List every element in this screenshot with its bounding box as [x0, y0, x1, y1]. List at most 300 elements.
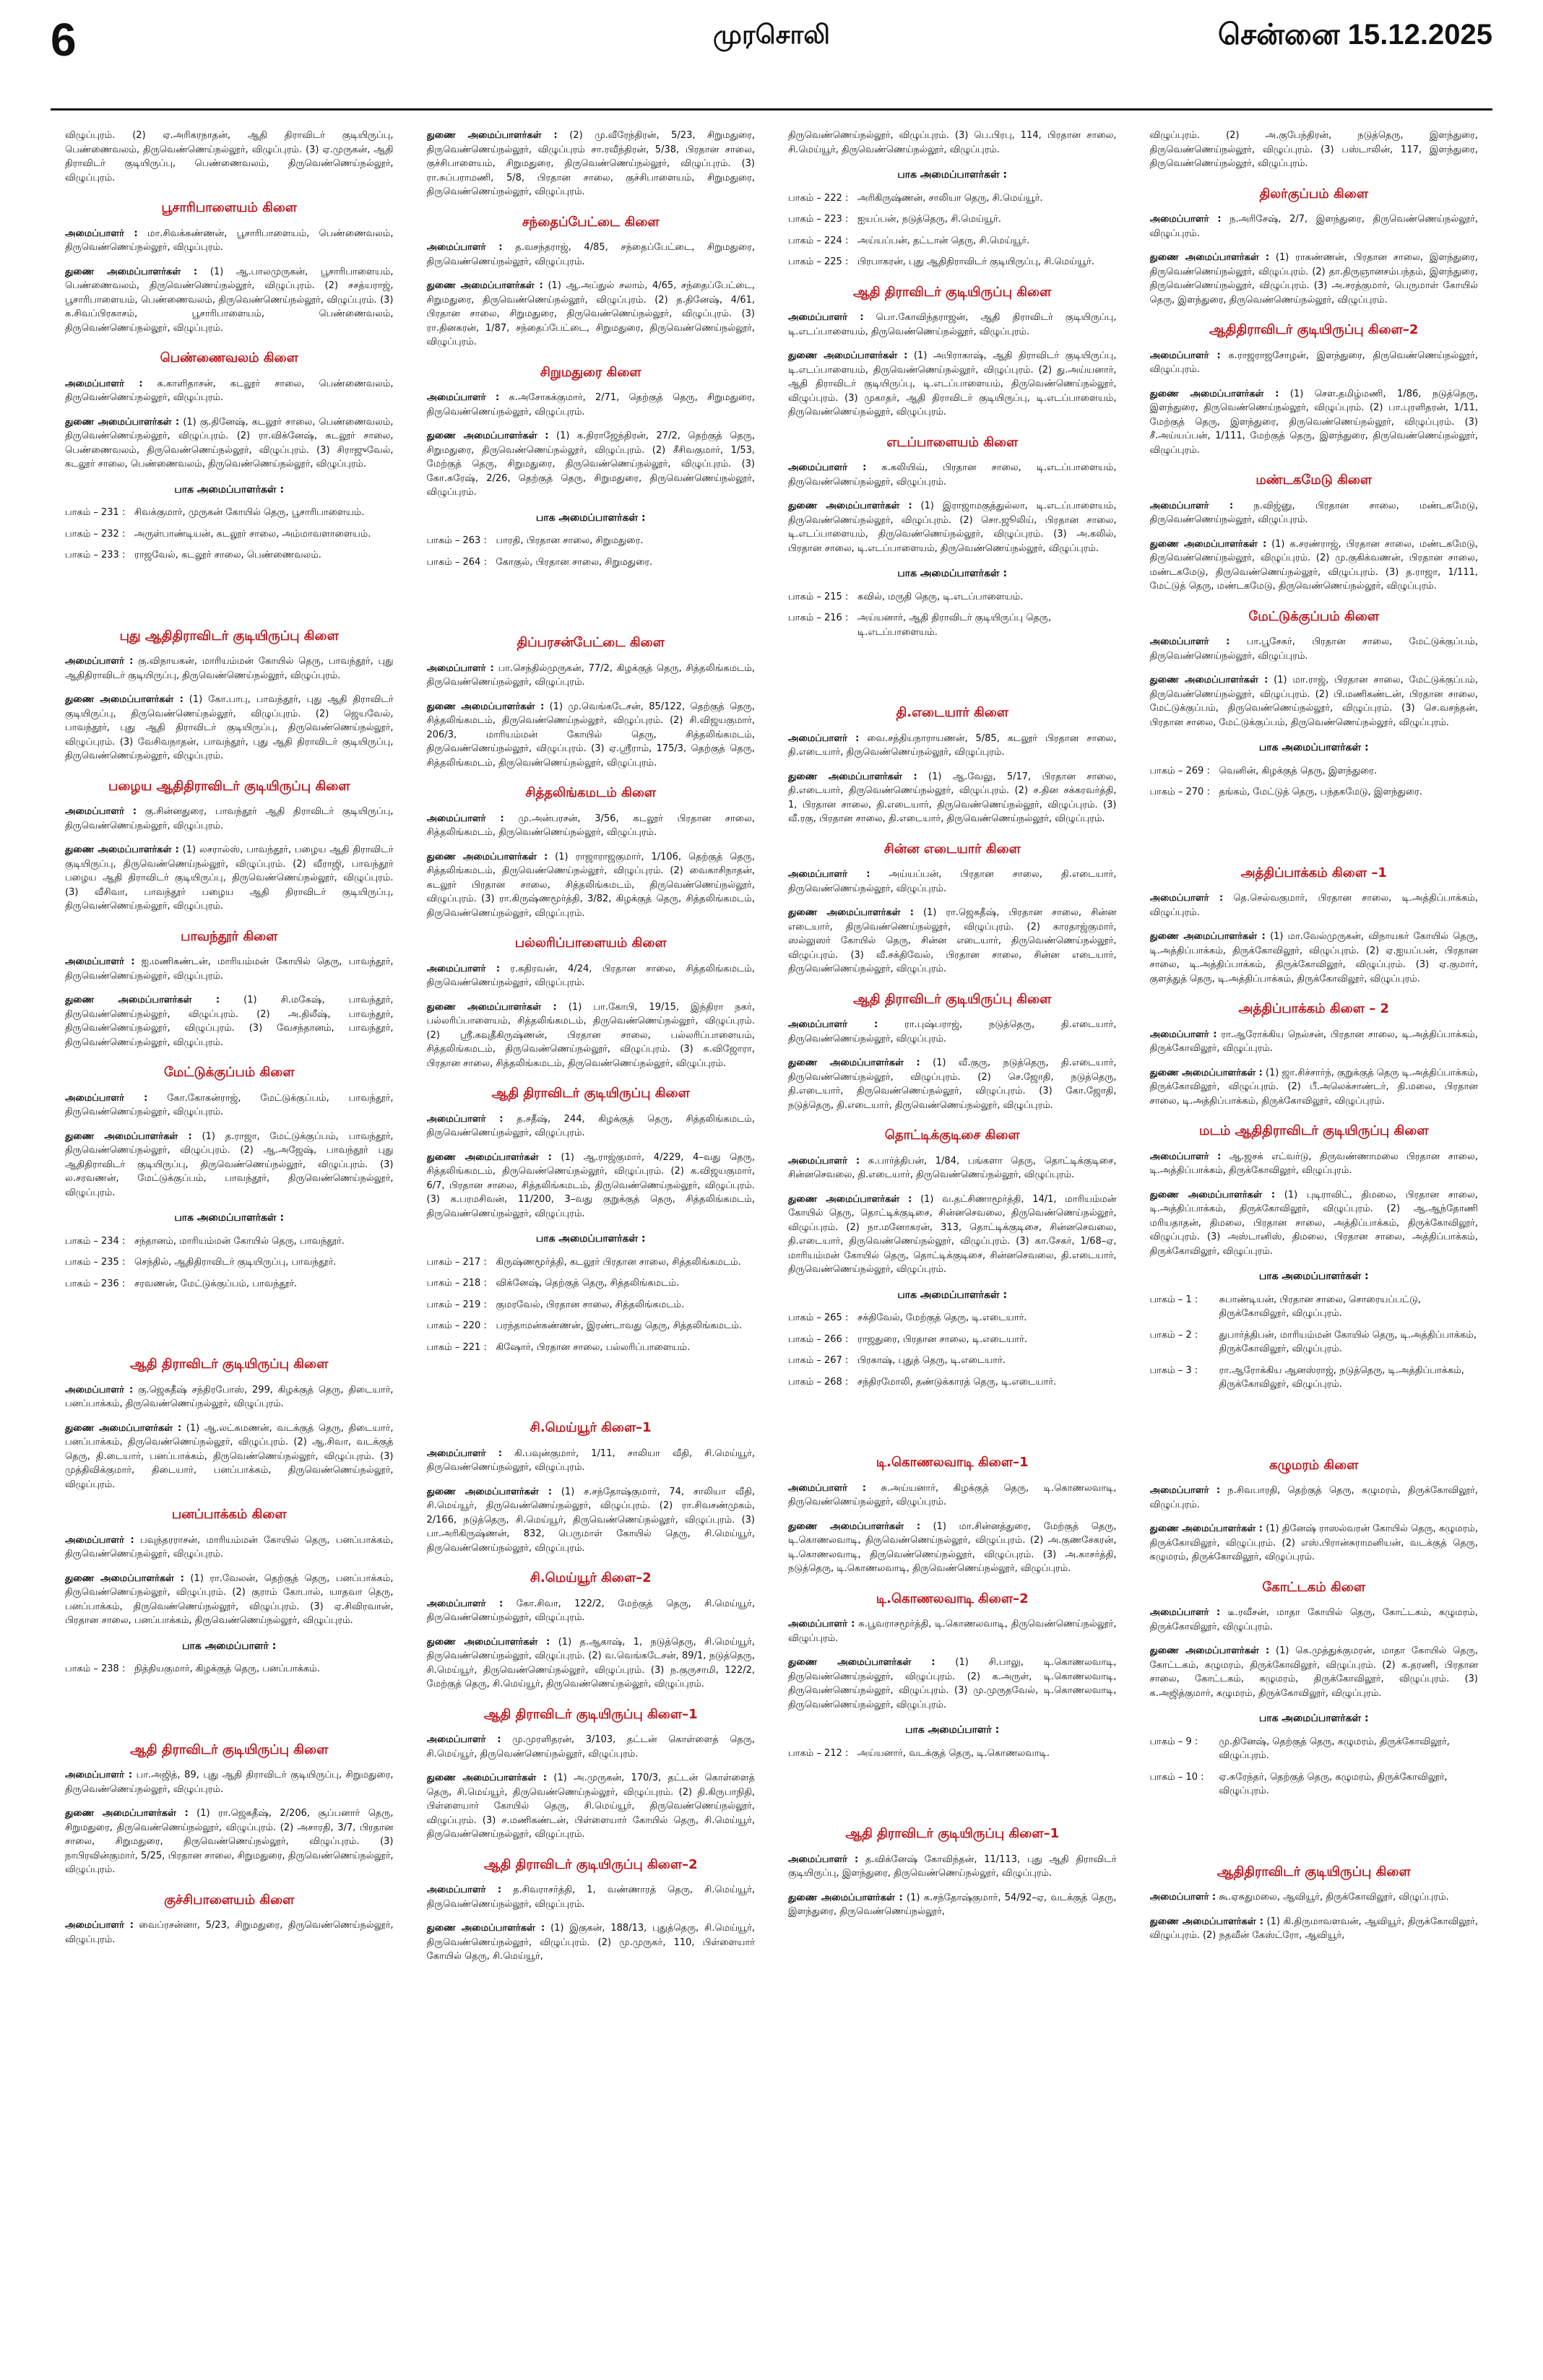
booth-person: கவில், மருதி தெரு, டி.எடப்பாளையம்.	[857, 591, 1024, 602]
booth-person: விக்னேஷ், தெற்குத் தெரு, சித்தலிங்கமடம்.	[496, 1278, 680, 1289]
member-details: (1) ஆ.லட்சுமணன், வடக்குத் தெரு, திடையார், பனப்பாக்கம், திருவெண்ணெய்நல்லூர், விழுப்புரம். (2) ஆ.சிவா, வடக்குத் தெரு, தி.டையார், பனப்பாக்கம், திருவெண்ணெய்நல்லூர், விழுப்புரம். (3) முத்திவிக்குமார், திடையார், பனப்பாக்கம், திருவெண்ணெய்நல்லூர், விழுப்புரம்.	[65, 1422, 394, 1490]
booth-number: பாகம் – 268 :	[788, 1376, 849, 1388]
member-details: (1) ரா.ஜெகதீஷ், பிரதான சாலை, சின்ன எடையார், திருவெண்ணெய்நல்லூர், விழுப்புரம். (2) காரதாஜ்குமார், ஸல்லுஸர் கோயில் தெரு, சின்ன எடையார், திருவெண்ணெய்நல்லூர், விழுப்புரம். (3) வீ.சக்திவேல், பிரதான சாலை, சின்ன எடையார், திருவெண்ணெய்நல்லூர், விழுப்புரம்.	[788, 907, 1117, 974]
booth-number: பாகம் – 266 :	[788, 1333, 849, 1345]
booth-subheading: பாக அமைப்பாளர்கள் :	[1258, 1713, 1369, 1724]
branch-heading: குச்சிபாளையம் கிளை	[164, 1892, 295, 1908]
member-listing	[65, 654, 394, 683]
member-details: (1) ரா.ஜெகதீஷ், 2/206, சூப்பனார் தெரு, சிறுமதுரை, திருவெண்ணெய்நல்லூர், விழுப்புரம். (2) அசாரதி, 3/7, பிரதான சாலை, சிறுமதுரை, திருவெண்ணெய்நல்லூர், விழுப்புரம். (3) நாபிரவின்குமார், 5/25, பிரதான சாலை, சிறுமதுரை, திருவெண்ணெய்நல்லூர், விழுப்புரம்.	[65, 1808, 394, 1875]
member-listing	[788, 129, 1117, 157]
branch-heading: ஆதி திராவிடர் குடியிருப்பு கிளை	[130, 1741, 329, 1757]
booth-entry	[427, 1276, 756, 1291]
role-label: துணை அமைப்பாளர்கள் :	[1149, 1523, 1263, 1534]
member-listing	[65, 1806, 394, 1877]
member-details: ரா.ஆரோக்கிய நெல்சன், பிரதான சாலை, டி.அத்திப்பாக்கம், திருக்கோவிலூர், விழுப்புரம்.	[1149, 1029, 1478, 1054]
member-details: பவுந்தரராசன், மாரியம்மன் கோயில் தெரு, பனப்பாக்கம், திருவெண்ணெய்நல்லூர், விழுப்புரம்.	[65, 1534, 394, 1559]
role-label: அமைப்பாளர் :	[788, 1853, 859, 1865]
booth-entry	[1150, 1735, 1479, 1763]
branch-heading: ஆதிதிராவிடர் குடியிருப்பு கிளை–2	[1209, 322, 1419, 337]
member-details: சு.பார்த்திபன், 1/84, பங்களா தெரு, தொட்டிக்குடிசை, சின்னசெவலை, தி.எடையார், திருவெண்ணெய்நல்லூர், விழுப்புரம்.	[788, 1155, 1117, 1180]
booth-person: கோகுல், பிரதான சாலை, சிறுமதுரை.	[496, 556, 653, 568]
branch-heading: பாவந்தூர் கிளை	[181, 928, 278, 944]
booth-entry	[65, 527, 394, 542]
branch-heading: மடம் ஆதிதிராவிடர் குடியிருப்பு கிளை	[1199, 1123, 1429, 1138]
booth-entry	[1150, 1293, 1479, 1321]
role-label: அமைப்பாளர் :	[65, 1384, 134, 1395]
role-label: துணை அமைப்பாளர்கள் :	[65, 694, 183, 705]
member-details: பா.அஜித், 89, புது ஆதி திராவிடர் குடியிருப்பு, சிறுமதுரை, திருவெண்ணெய்நல்லூர், விழுப்புரம்.	[65, 1770, 394, 1795]
booth-number: பாகம் – 3 :	[1149, 1364, 1198, 1376]
role-label: துணை அமைப்பாளர்கள் :	[788, 1057, 920, 1068]
member-details: (1) ஆ.ராஜ்குமார், 4/229, 4–வது தெரு, சித்தலிங்கமடம், திருவெண்ணெய்நல்லூர், விழுப்புரம். (2) க.விஜயகுமார், 6/7, பிரதான சாலை, சித்தலிங்கமடம், திருவெண்ணெய்நல்லூர், விழுப்புரம். (3) க.பரமசிவன், 11/200, 3–வது குறுக்குத் தெரு, சித்தலிங்கமடம், திருவெண்ணெய்நல்லூர், விழுப்புரம்.	[426, 1151, 755, 1219]
branch-heading: டி.கொணலவாடி கிளை–1	[876, 1455, 1029, 1470]
role-label: துணை அமைப்பாளர்கள் :	[1149, 388, 1279, 399]
branch-heading: ஆதிதிராவிடர் குடியிருப்பு கிளை	[1216, 1864, 1411, 1879]
booth-subheading: பாக அமைப்பாளர்கள் :	[535, 1233, 646, 1245]
member-listing	[427, 1883, 756, 1911]
booth-entry	[65, 1662, 394, 1676]
booth-number: பாகம் – 218 :	[426, 1278, 487, 1289]
branch-heading: பெண்ணைவலம் கிளை	[160, 350, 298, 365]
booth-number: பாகம் – 219 :	[426, 1299, 487, 1310]
role-label: அமைப்பாளர் :	[1149, 1151, 1222, 1162]
booth-person: ரா.ஆரோக்கிய ஆனஸ்ராஜ், நடுத்தெரு, டி.அத்திப்பாக்கம், திருக்கோவிலூர், விழுப்புரம்.	[1219, 1364, 1464, 1390]
member-listing	[427, 1000, 756, 1071]
member-details: (1) வ.தட்சிணாமூர்த்தி, 14/1, மாரியம்மன் கோயில் தெரு, தொட்டிக்குடிசை, சின்னசெவலை, திருவெண்ணெய்நல்லூர், விழுப்புரம். (2) நா.மனோகரன், 313, தொட்டிக்குடிசை, சின்னசெவலை, தி.எடையார், திருவெண்ணெய்நல்லூர், விழுப்புரம். (3) கா.சேகர், 1/68–ஏ, மாரியம்மன் கோயில் தெரு, தொட்டிக்குடிசை, சின்னசெவலை, தி.எடையார், திருவெண்ணெய்நல்லூர், விழுப்புரம்.	[788, 1193, 1117, 1275]
booth-number: பாகம் – 267 :	[788, 1355, 849, 1366]
member-listing	[1150, 1484, 1479, 1512]
branch-heading: சி.மெய்யூர் கிளை–1	[530, 1420, 652, 1435]
newspaper-name: முரசொலி	[713, 20, 830, 50]
member-listing	[1150, 635, 1479, 663]
booth-subheading: பாக அமைப்பாளர்கள் :	[1258, 742, 1369, 753]
member-listing	[1150, 251, 1479, 307]
member-listing	[65, 265, 394, 336]
role-label: துணை அமைப்பாளர்கள் :	[65, 1130, 192, 1142]
booth-person: பிரகாஷ், புதுத் தெரு, டி.எடையார்.	[857, 1355, 1006, 1366]
branch-heading: தி.எடையார் கிளை	[896, 705, 1009, 720]
article-columns	[65, 129, 1478, 2360]
role-label: துணை அமைப்பாளர்கள் :	[426, 1923, 545, 1934]
member-details: (1) இராஜாமகுத்துல்லா, டி.எடப்பாளையம், திருவெண்ணெய்நல்லூர், விழுப்புரம். (2) சொ.ஜூலிய், பிரதான சாலை, டி.எடப்பாளையம், திருவெண்ணெய்நல்லூர், விழுப்புரம். (3) அ.கலில், பிரதான சாலை, டி.எடப்பாளையம், திருவெண்ணெய்நல்லூர், விழுப்புரம்.	[788, 501, 1117, 554]
role-label: அமைப்பாளர் :	[788, 1019, 878, 1030]
booth-number: பாகம் – 10 :	[1149, 1771, 1204, 1783]
member-details: (1) அ.முருகன், 170/3, தட்டன் கொள்ளைத் தெரு, சி.மெய்யூர், திருவெண்ணெய்நல்லூர், விழுப்புரம். (2) தி.கிருபாநிதி, பிள்ளையார் கோயில் தெரு, சி.மெய்யூர், திருவெண்ணெய்நல்லூர், விழுப்புரம். (3) ச.மணிகண்டன், பிள்ளையார் கோயில் தெரு, சி.மெய்யூர், திருவெண்ணெய்நல்லூர், விழுப்புரம்.	[426, 1773, 755, 1840]
branch-heading: எடப்பாளையம் கிளை	[886, 434, 1019, 450]
member-details: கு.ஜெகதீஷ் சந்திரபோஸ், 299, கிழக்குத் தெரு, திடையார், பனப்பாக்கம், திருவெண்ணெய்நல்லூர், விழுப்புரம்.	[65, 1384, 394, 1409]
member-listing	[1150, 1915, 1479, 1943]
member-details: க.கலியிவ், பிரதான சாலை, டி.எடப்பாளையம், திருவெண்ணெய்நல்லூர், விழுப்புரம்.	[788, 462, 1117, 488]
member-listing	[427, 429, 756, 500]
role-label: துணை அமைப்பாளர்கள் :	[426, 1001, 557, 1013]
page-number: 6	[51, 14, 77, 66]
member-listing	[65, 1572, 394, 1628]
member-listing	[1150, 1522, 1479, 1565]
member-listing	[427, 962, 756, 990]
member-listing	[1150, 930, 1479, 986]
member-details: சு.பூவராசமூர்த்தி, டி.கொணலவாடி, திருவெண்ணெய்நல்லூர், விழுப்புரம்.	[788, 1619, 1117, 1644]
booth-number: பாகம் – 223 :	[788, 214, 849, 225]
role-label: அமைப்பாளர் :	[426, 1734, 501, 1745]
member-details: (1) க.சரண்ராஜ், பிரதான சாலை, மண்டகமேடு, திருவெண்ணெய்நல்லூர், விழுப்புரம். (2) மு.குகிக்வணன், பிரதான சாலை, மண்டகமேடு, திருவெண்ணெய்நல்லூர், விழுப்புரம். (3) த.ராஜா, 1/111, மேட்டுத் தெரு, மண்டகமேடு, திருவெண்ணெய்நல்லூர், விழுப்புரம்.	[1149, 538, 1478, 592]
spacer	[65, 570, 394, 613]
booth-entry	[65, 1277, 394, 1291]
booth-number: பாகம் – 215 :	[788, 591, 849, 602]
member-listing	[1150, 212, 1479, 241]
member-details: (1) ச.சந்தோஷ்குமார், 74, சாலியா வீதி, சி.மெய்யூர், திருவெண்ணெய்நல்லூர், விழுப்புரம். (2) ரா.சிவசண்முகம், 2/166, நடுத்தெரு, சி.மெய்யூர், திருவெண்ணெய்நல்லூர், விழுப்புரம். (3) பா.அரிகிருஷ்ணன், 832, பெருமாள் கோயில் தெரு, சி.மெய்யூர், திருவெண்ணெய்நல்லூர், விழுப்புரம்.	[426, 1486, 755, 1554]
branch-heading: பனப்பாக்கம் கிளை	[171, 1507, 287, 1522]
role-label: துணை அமைப்பாளர்கள் :	[1149, 931, 1266, 942]
role-label: அமைப்பாளர் :	[788, 1619, 855, 1630]
column-3	[788, 129, 1117, 2360]
member-listing	[427, 391, 756, 419]
booth-entry	[788, 191, 1117, 206]
role-label: துணை அமைப்பாளர்கள் :	[65, 1808, 189, 1819]
booth-entry	[788, 212, 1117, 227]
member-listing	[65, 1421, 394, 1492]
booth-person: சந்தானம், மாரியம்மன் கோயில் தெரு, பாவந்தூர்.	[134, 1235, 345, 1247]
booth-entry	[788, 1311, 1117, 1325]
member-listing	[65, 377, 394, 405]
booth-number: பாகம் – 2 :	[1149, 1329, 1198, 1341]
member-listing	[65, 1918, 394, 1947]
branch-heading: அத்திப்பாக்கம் கிளை –1	[1240, 865, 1387, 880]
spacer	[788, 1396, 1117, 1440]
role-label: அமைப்பாளர் :	[65, 1770, 133, 1780]
booth-person: சந்திரமோலி, தண்டுக்காரத் தெரு, டி.எடையார்.	[857, 1376, 1057, 1388]
member-listing	[427, 1151, 756, 1221]
member-listing	[65, 693, 394, 763]
branch-heading: பல்லரிப்பாளையம் கிளை	[514, 935, 667, 951]
branch-heading: ஆதி திராவிடர் குடியிருப்பு கிளை–1	[845, 1826, 1060, 1841]
role-label: அமைப்பாளர் :	[426, 963, 501, 974]
booth-number: பாகம் – 263 :	[426, 535, 487, 546]
booth-person: அய்யப்பன், தட்டான் தெரு, சி.மெய்யூர்.	[857, 235, 1030, 246]
booth-person: அருள்பாண்டியன், கடலூர் சாலை, அம்மாவளாளையம்.	[134, 528, 371, 540]
member-details: க.காளிதாசன், கடலூர் சாலை, பெண்ணைவலம், திருவெண்ணெய்நல்லூர், விழுப்புரம்.	[65, 378, 394, 403]
booth-number: பாகம் – 231 :	[65, 507, 126, 518]
spacer	[65, 1684, 394, 1727]
member-listing	[1150, 537, 1479, 594]
member-details: (1) லசரால்ஸ், பாவந்தூர், பழைய ஆதி திராவிடர் குடியிருப்பு, திருவெண்ணெய்நல்லூர், விழுப்புரம். (2) வீராஜி, பாவந்தூர் பழைய ஆதி திராவிடர் குடியிருப்பு, திருவெண்ணெய்நல்லூர், விழுப்புரம். (3) வீசிவா, பாவந்தூர் பழைய ஆதி திராவிடர் குடியிருப்பு, திருவெண்ணெய்நல்லூர், விழுப்புரம்.	[65, 844, 394, 912]
branch-heading: மண்டகமேடு கிளை	[1255, 472, 1373, 488]
branch-heading: புது ஆதிதிராவிடர் குடியிருப்பு கிளை	[119, 628, 339, 644]
branch-heading: சிறுமதுரை கிளை	[540, 364, 641, 380]
member-listing	[65, 843, 394, 914]
member-details: க.அசோகக்குமார், 2/71, தெற்குத் தெரு, சிறுமதுரை, திருவெண்ணெய்நல்லூர், விழுப்புரம்.	[426, 392, 755, 417]
role-label: அமைப்பாளர் :	[65, 956, 135, 967]
spacer	[427, 1362, 756, 1405]
member-details: ரா.புஷ்பராஜ், நடுத்தெரு, தி.எடையார், திருவெண்ணெய்நல்லூர், விழுப்புரம்.	[788, 1019, 1117, 1044]
member-details: டீ.ரவீசன், மாதா கோயில் தெரு, கோட்டகம், கழுமரம், திருக்கோவிலூர், விழுப்புரம்.	[1149, 1607, 1478, 1632]
member-details: (1) ஜா.சிச்சார்ந், குறுக்குத் தெரு டி.அத்திப்பாக்கம், திருக்கோவிலூர், விழுப்புரம். (2) பீ.அலெக்சாண்டர், தி.மலை, பிரதான சாலை, டி.அத்திப்பாக்கம், திருக்கோவிலூர், விழுப்புரம்.	[1149, 1067, 1478, 1107]
member-details: கோ.சிவா, 122/2, மேற்குத் தெரு, சி.மெய்யூர், திருவெண்ணெய்நல்லூர், விழுப்புரம்.	[426, 1598, 755, 1623]
role-label: துணை அமைப்பாளர்கள் :	[65, 995, 220, 1005]
booth-entry	[427, 1319, 756, 1333]
member-details: (1) தினேஷ் ராஸல்வரன் கோயில் தெரு, கழுமரம், திருக்கோவிலூர், விழுப்புரம். (2) எஸ்.பிரான்சுராமனியன், வடக்குத் தெரு, கழுமரம், திருக்கோவிலூர், விழுப்புரம்.	[1149, 1523, 1478, 1562]
role-label: அமைப்பாளர் :	[788, 869, 870, 880]
member-details: (1) இகுகன், 188/13, புதுத்தெரு, சி.மெய்யூர், திருவெண்ணெய்நல்லூர், விழுப்புரம். (2) மு.முருகர், 110, பிள்ளையார் கோயில் தெரு, சி.மெய்யூர்,	[426, 1923, 755, 1962]
role-label: துணை அமைப்பாளர்கள் :	[65, 1572, 184, 1584]
booth-entry	[788, 1375, 1117, 1390]
member-listing	[427, 279, 756, 350]
member-listing	[65, 955, 394, 983]
member-listing	[65, 805, 394, 833]
member-listing	[1150, 499, 1479, 527]
member-listing	[788, 461, 1117, 489]
branch-heading: சந்தைப்பேட்டை கிளை	[522, 214, 660, 230]
booth-entry	[1150, 1770, 1479, 1799]
member-details: (1) கோ.பாபு, பாவந்தூர், புது ஆதி திராவிடர் குடியிருப்பு, திருவெண்ணெய்நல்லூர், விழுப்புரம். (2) ஜெயவேல், பாவந்தூர், புது ஆதி திராவிடர் குடியிருப்பு, திருவெண்ணெய்நல்லூர், விழுப்புரம். (3) வேசிவநாதன், பாவந்தூர், புது ஆதி திராவிடர் குடியிருப்பு, திருவெண்ணெய்நல்லூர், விழுப்புரம்.	[65, 694, 394, 761]
role-label: அமைப்பாளர் :	[1149, 214, 1222, 225]
booth-number: பாகம் – 269 :	[1149, 765, 1210, 776]
role-label: துணை அமைப்பாளர்கள் :	[65, 266, 198, 277]
member-listing	[65, 129, 394, 185]
booth-person: கிருஷ்ணமூர்த்தி, கடலூர் பிரதான சாலை, சித்தலிங்கமடம்.	[496, 1256, 741, 1268]
member-listing	[788, 1891, 1117, 1919]
member-details: (1) த.ஆகாஷ், 1, நடுத்தெரு, சி.மெய்யூர், திருவெண்ணெய்நல்லூர், விழுப்புரம். (2) வ.வெங்கடேசன், 89/1, நடுத்தெரு, சி.மெய்யூர், திருவெண்ணெய்நல்லூர், விழுப்புரம். (3) ந.குருசாமி, 122/2, மேற்குத் தெரு, சி.மெய்யூர், திருவெண்ணெய்நல்லூர், விழுப்புரம்.	[426, 1636, 755, 1689]
branch-heading: திப்பரசன்பேட்டை கிளை	[517, 635, 665, 650]
member-listing	[1150, 1150, 1479, 1178]
member-listing	[1150, 387, 1479, 458]
member-details: த.சதீஷ், 244, கிழக்குத் தெரு, சித்தலிங்கமடம், திருவெண்ணெய்நல்லூர், விழுப்புரம்.	[426, 1113, 755, 1138]
booth-person: பாரதி, பிரதான சாலை, சிறுமதுரை.	[496, 535, 644, 546]
role-label: துணை அமைப்பாளர்கள் :	[426, 851, 548, 862]
booth-person: சுபாண்டியன், பிரதான சாலை, சொரையப்பட்டு, திருக்கோவிலூர், விழுப்புரம்.	[1219, 1294, 1421, 1319]
masthead	[51, 13, 1492, 92]
member-details: மா.சிவக்கண்ணன், பூசாரிபாளையம், பெண்ணைவலம், திருவெண்ணெய்நல்லூர், விழுப்புரம்.	[65, 228, 394, 253]
member-listing	[1150, 1890, 1479, 1905]
role-label: துணை அமைப்பாளர்கள் :	[65, 844, 179, 855]
member-details: திருவெண்ணெய்நல்லூர், விழுப்புரம். (3) பெ.பிரபு, 114, பிரதான சாலை, சி.மெய்யூர், திருவெண்ணெய்நல்லூர், விழுப்புரம்.	[788, 130, 1117, 155]
member-details: (1) ஆ.வேலு, 5/17, பிரதான சாலை, தி.எடையார், திருவெண்ணெய்நல்லூர், விழுப்புரம். (2) ச.தின சக்கரவர்த்தி, 1, பிரதான சாலை, தி.எடையார், திருவெண்ணெய்நல்லூர், விழுப்புரம். (3) வீ.ரகு, பிரதான சாலை, தி.எடையார், திருவெண்ணெய்நல்லூர், விழுப்புரம்.	[788, 771, 1117, 824]
spacer	[788, 646, 1117, 690]
booth-number: பாகம் – 220 :	[426, 1320, 487, 1331]
member-listing	[427, 1485, 756, 1556]
member-listing	[65, 1130, 394, 1200]
branch-heading: ஆதி திராவிடர் குடியிருப்பு கிளை–1	[483, 1706, 698, 1722]
member-listing	[65, 1091, 394, 1120]
member-details: த.சிவராசர்த்தி, 1, வண்ணாரத் தெரு, சி.மெய்யூர், திருவெண்ணெய்நல்லூர், விழுப்புரம்.	[426, 1884, 755, 1910]
branch-heading: கோட்டகம் கிளை	[1262, 1579, 1366, 1595]
branch-heading: சித்தலிங்கமடம் கிளை	[525, 785, 657, 800]
member-details: (1) வீ.குரு, நடுத்தெரு, தி.எடையார், திருவெண்ணெய்நல்லூர், விழுப்புரம். (2) செ.ஜோதி, நடுத்தெரு, தி.எடையார், திருவெண்ணெய்நல்லூர், விழுப்புரம். (3) கோ.ஜோதி, நடுத்தெரு, தி.எடையார், திருவெண்ணெய்நல்லூர், விழுப்புரம்.	[788, 1057, 1117, 1111]
booth-number: பாகம் – 217 :	[426, 1256, 487, 1268]
branch-heading: ஆதி திராவிடர் குடியிருப்பு கிளை–2	[483, 1856, 698, 1872]
booth-person: செந்தில், ஆதிதிராவிடர் குடியிருப்பு, பாவந்தூர்.	[134, 1257, 337, 1268]
role-label: அமைப்பாளர் :	[1149, 350, 1221, 361]
member-details: ர.கதிரவன், 4/24, பிரதான சாலை, சித்தலிங்கமடம், திருவெண்ணெய்நல்லூர், விழுப்புரம்.	[426, 963, 755, 988]
booth-person: குமரவேல், பிரதான சாலை, சித்தலிங்கமடம்.	[496, 1299, 685, 1310]
role-label: அமைப்பாளர் :	[426, 242, 503, 253]
role-label: அமைப்பாளர் :	[426, 1598, 503, 1609]
branch-heading: பூசாரிபாளையம் கிளை	[161, 200, 298, 215]
member-listing	[427, 1733, 756, 1761]
member-details: அய்யப்பன், பிரதான சாலை, தி.எடையார், திருவெண்ணெய்நல்லூர், விழுப்புரம்.	[788, 869, 1117, 894]
member-details: கு.விநாயகன், மாரியம்மன் கோயில் தெரு, பாவந்தூர், புது ஆதிதிராவிடர் குடியிருப்பு, திருவெண்ணெய்நல்லூர், விழுப்புரம்.	[65, 656, 394, 681]
member-details: (1) கு.தினேஷ், கடலூர் சாலை, பெண்ணைவலம், திருவெண்ணெய்நல்லூர், விழுப்புரம். (2) ரா.விக்னேஷ், கடலூர் சாலை, பெண்ணைவலம், திருவெண்ணெய்நல்லூர், விழுப்புரம். (3) சிராஜுவேல், கடலூர் சாலை, பெண்ணைவலம், திருவெண்ணெய்நல்லூர், விழுப்புரம்.	[65, 416, 394, 469]
booth-person: சரவணன், மேட்டுக்குப்பம், பாவந்தூர்.	[134, 1278, 298, 1289]
booth-person: வெனின், கிழக்குத் தெரு, இளந்துரை.	[1219, 765, 1378, 776]
role-label: அமைப்பாளர் :	[426, 1884, 502, 1895]
booth-subheading: பாக அமைப்பாளர்கள் :	[1258, 1271, 1369, 1282]
member-details: (1) த.ராஜா, மேட்டுக்குப்பம், பாவந்தூர், திருவெண்ணெய்நல்லூர், விழுப்புரம். (2) ஆ.அஜேஷ், பாவந்தூர் புது ஆதிதிராவிடர் குடியிருப்பு, திருவெண்ணெய்நல்லூர், விழுப்புரம். (3) ல.சரவணன், மேட்டுக்குப்பம், பாவந்தூர், திருவெண்ணெய்நல்லூர், விழுப்புரம்.	[65, 1130, 394, 1198]
role-label: அமைப்பாளர் :	[65, 1920, 134, 1931]
branch-heading: சி.மெய்யூர் கிளை–2	[530, 1570, 652, 1585]
booth-person: சிவக்குமார், முருகன் கோயில் தெரு, பூசாரிபாளையம்.	[134, 507, 365, 518]
member-details: ந.சிவபாரதி, தெற்குத் தெரு, கழுமரம், திருக்கோவிலூர், விழுப்புரம்.	[1149, 1485, 1478, 1510]
column-1	[65, 129, 394, 2360]
booth-number: பாகம் – 224 :	[788, 235, 849, 246]
role-label: துணை அமைப்பாளர்கள் :	[788, 771, 917, 782]
booth-person: ராஜவேல், கடலூர் சாலை, பெண்ணைவலம்.	[134, 550, 321, 561]
member-details: (1) புடிராவிட், திமலை, பிரதான சாலை, டி.அத்திப்பாக்கம், திருக்கோவிலூர், விழுப்புரம். (2) ஆ.ஆந்தோணி மரியதாதன், திமலை, பிரதான சாலை, அத்திப்பாக்கம், திருக்கோவிலூர், விழுப்புரம். (3) அஸ்டானிஸ், திமலை, பிரதான சாலை, அத்திப்பாக்கம், திருக்கோவிலூர், விழுப்புரம்.	[1149, 1189, 1478, 1257]
role-label: துணை அமைப்பாளர்கள் :	[788, 1520, 921, 1532]
member-listing	[1150, 1066, 1479, 1109]
role-label: துணை அமைப்பாளர்கள் :	[1149, 1067, 1263, 1078]
booth-person: துபார்த்திபன், மாரியம்மன் கோயில் தெரு, டி.அத்திப்பாக்கம், திருக்கோவிலூர், விழுப்புரம்.	[1219, 1329, 1477, 1354]
role-label: அமைப்பாளர் :	[65, 1092, 148, 1104]
role-label: அமைப்பாளர் :	[788, 1482, 866, 1494]
booth-number: பாகம் – 234 :	[65, 1235, 126, 1247]
branch-heading: சின்ன எடையார் கிளை	[883, 841, 1021, 857]
booth-number: பாகம் – 216 :	[788, 613, 849, 623]
member-details: (1) ஆ.பாலமுருகன், பூசாரிபாளையம், பெண்ணைவலம், திருவெண்ணெய்நல்லூர், விழுப்புரம். (2) சசத்யராஜ், பூசாரிபாளையம், பெண்ணைவலம், திருவெண்ணெய்நல்லூர், விழுப்புரம். (3) க.சிவப்பிரகாசம், பூசாரிபாளையம், பெண்ணைவலம், திருவெண்ணெய்நல்லூர், விழுப்புரம்.	[65, 266, 394, 334]
booth-person: அய்யனார், ஆதி திராவிடர் குடியிருப்பு தெரு, டி.எடப்பாளையம்.	[857, 613, 1052, 638]
member-details: கோ.கோகன்ராஜ், மேட்டுக்குப்பம், பாவந்தூர், திருவெண்ணெய்நல்லூர், விழுப்புரம்.	[65, 1092, 394, 1117]
booth-entry	[65, 506, 394, 520]
role-label: துணை அமைப்பாளர்கள் :	[788, 501, 912, 511]
role-label: அமைப்பாளர் :	[426, 1448, 503, 1459]
member-details: த.விக்னேஷ் கோவிந்தன், 11/113, புது ஆதி திராவிடர் குடியிருப்பு, இளந்துரை, திருவெண்ணெய்நல்லூர், விழுப்புரம்.	[788, 1853, 1117, 1879]
member-listing	[788, 1056, 1117, 1112]
booth-subheading: பாக அமைப்பாளர்கள் :	[897, 1289, 1008, 1301]
member-listing	[788, 349, 1117, 420]
member-listing	[1150, 673, 1479, 730]
member-details: க.ராஜராஜசோழன், இளந்துரை, திருவெண்ணெய்நல்லூர், விழுப்புரம்.	[1149, 350, 1478, 375]
booth-number: பாகம் – 9 :	[1149, 1736, 1198, 1747]
member-listing	[1150, 891, 1479, 919]
spacer	[1150, 1806, 1479, 1849]
role-label: அமைப்பாளர் :	[426, 1113, 503, 1125]
role-label: அமைப்பாளர் :	[65, 1534, 134, 1546]
role-label: துணை அமைப்பாளர்கள் :	[65, 416, 180, 428]
member-details: (1) ரா.வேலன், தெற்குத் தெரு, பனப்பாக்கம், திருவெண்ணெய்நல்லூர், விழுப்புரம். (2) குராம் கோபால், யாதவா தெரு, பனப்பாக்கம், திருவெண்ணெய்நல்லூர், விழுப்புரம். (3) ஏ.சிவிரவான், பிரதான சாலை, பனப்பாக்கம், திருவெண்ணெய்நல்லூர், விழுப்புரம்.	[65, 1572, 394, 1626]
role-label: துணை அமைப்பாளர்கள் :	[1149, 675, 1268, 685]
member-listing	[65, 1768, 394, 1796]
booth-subheading: பாக அமைப்பாளர்கள் :	[535, 511, 646, 524]
header-rule	[51, 108, 1492, 111]
role-label: துணை அமைப்பாளர்கள் :	[788, 1193, 912, 1205]
role-label: அமைப்பாளர் :	[1149, 1029, 1217, 1040]
branch-heading: திலர்குப்பம் கிளை	[1259, 186, 1369, 202]
member-listing	[1150, 1644, 1479, 1700]
member-details: (1) அபிராகாஷ், ஆதி திராவிடர் குடியிருப்பு, டி.எடப்பாளையம், திருவெண்ணெய்நல்லூர், விழுப்புரம். (2) து.அய்யனார், ஆதி திராவிடர் குடியிருப்பு, டி.எடப்பாளையம், திருவெண்ணெய்நல்லூர், விழுப்புரம். (3) முகாதர், ஆதி திராவிடர் குடியிருப்பு, டி.எடப்பாளையம், திருவெண்ணெய்நல்லூர், விழுப்புரம்.	[788, 350, 1117, 417]
booth-person: மு.தினேஷ், தெற்குத் தெரு, கழுமரம், திருக்கோவிலூர், விழுப்புரம்.	[1219, 1736, 1450, 1761]
role-label: அமைப்பாளர் :	[65, 656, 134, 667]
booth-number: பாகம் – 264 :	[426, 556, 487, 568]
booth-entry	[1150, 1364, 1479, 1392]
member-listing	[788, 1193, 1117, 1277]
role-label: துணை அமைப்பாளர்கள் :	[1149, 1645, 1270, 1656]
branch-heading: ஆதி திராவிடர் குடியிருப்பு கிளை	[130, 1356, 329, 1372]
role-label: துணை அமைப்பாளர்கள் :	[1149, 1916, 1263, 1927]
member-listing	[65, 993, 394, 1050]
branch-heading: டி.கொணலவாடி கிளை–2	[876, 1591, 1029, 1606]
member-listing	[427, 1447, 756, 1475]
role-label: அமைப்பாளர் :	[1149, 1892, 1216, 1903]
role-label: துணை அமைப்பாளர்கள் :	[1149, 538, 1267, 550]
member-details: மு.அன்பரசன், 3/56, கடலூர் பிரதான சாலை, சித்தலிங்கமடம், திருவெண்ணெய்நல்லூர், விழுப்புரம்.	[426, 813, 755, 838]
role-label: துணை அமைப்பாளர்கள் :	[788, 1892, 903, 1903]
member-details: (1) மு.வெங்கடேசன், 85/122, தெற்குத் தெரு, சித்தலிங்கமடம், திருவெண்ணெய்நல்லூர், விழுப்புரம். (2) சி.விஜயகுமார், 206/3, மாரியம்மன் கோயில் தெரு, சித்தலிங்கமடம், திருவெண்ணெய்நல்லூர், விழுப்புரம். (3) ஏ.ஸ்ரீராம், 175/3, தெற்குத் தெரு, சித்தலிங்கமடம், திருவெண்ணெய்நல்லூர், விழுப்புரம்.	[426, 701, 755, 769]
booth-person: நித்தியகுமார், கிழக்குத் தெரு, பனப்பாக்கம்.	[134, 1663, 320, 1674]
member-listing	[427, 129, 756, 199]
booth-entry	[427, 555, 756, 570]
member-details: (1) செள.தமிழ்மணி, 1/86, நடுத்தெரு, இளந்துரை, திருவெண்ணெய்நல்லூர், விழுப்புரம். (2) பா.புரளிதரன், 1/11, மேற்குத் தெரு, இளந்துரை, திருவெண்ணெய்நல்லூர், விழுப்புரம். (3) சீ.அய்யப்பன், 1/111, மேற்குத் தெரு, இளந்துரை, திருவெண்ணெய்நல்லூர், விழுப்புரம்.	[1149, 388, 1478, 456]
role-label: அமைப்பாளர் :	[1149, 636, 1230, 647]
role-label: அமைப்பாளர் :	[1149, 1607, 1221, 1618]
role-label: துணை அமைப்பாளர்கள் :	[426, 1773, 548, 1783]
branch-heading: பழைய ஆதிதிராவிடர் குடியிருப்பு கிளை	[108, 778, 350, 794]
booth-number: பாகம் – 1 :	[1149, 1294, 1198, 1305]
booth-number: பாகம் – 265 :	[788, 1312, 849, 1323]
member-details: சு.அய்யனார், கிழக்குத் தெரு, டி.கொணலவாடி, திருவெண்ணெய்நல்லூர், விழுப்புரம்.	[788, 1482, 1117, 1507]
booth-subheading: பாக அமைப்பாளர் :	[182, 1640, 277, 1652]
member-listing	[788, 1481, 1117, 1510]
booth-entry	[1150, 764, 1479, 779]
role-label: துணை அமைப்பாளர்கள் :	[788, 1657, 935, 1668]
member-listing	[427, 1771, 756, 1842]
booth-number: பாகம் – 233 :	[65, 550, 126, 561]
booth-number: பாகம் – 221 :	[426, 1341, 487, 1353]
booth-person: பரந்தாமன்கண்ணன், இரண்டாவது தெரு, சித்தலிங்கமடம்.	[496, 1320, 743, 1331]
branch-heading: கழுமரம் கிளை	[1269, 1457, 1359, 1473]
member-details: பொ.கோவிந்தராஜன், ஆதி திராவிடர் குடியிருப்பு, டி.எடப்பாளையம், திருவெண்ணெய்நல்லூர், விழுப்புரம்.	[788, 312, 1117, 337]
booth-entry	[788, 255, 1117, 269]
member-details: கி.பவுன்குமார், 1/11, சாலியா வீதி, சி.மெய்யூர், திருவெண்ணெய்நல்லூர், விழுப்புரம்.	[426, 1448, 755, 1473]
member-listing	[427, 1635, 756, 1692]
spacer	[1150, 1399, 1479, 1442]
member-listing	[427, 1597, 756, 1625]
member-details: வை.சத்தியநாராயணன், 5/85, கடலூர் பிரதான சாலை, தி.எடையார், திருவெண்ணெய்நல்லூர், விழுப்புரம்.	[788, 732, 1117, 758]
booth-subheading: பாக அமைப்பாளர் :	[905, 1724, 1000, 1736]
member-listing	[65, 1383, 394, 1411]
booth-entry	[788, 234, 1117, 248]
member-details: தெ.செல்வகுமார், பிரதான சாலை, டி.அத்திப்பாக்கம், விழுப்புரம்.	[1149, 893, 1478, 918]
member-listing	[788, 1853, 1117, 1881]
member-listing	[65, 415, 394, 472]
booth-subheading: பாக அமைப்பாளர்கள் :	[897, 169, 1008, 181]
role-label: அமைப்பாளர் :	[426, 392, 500, 403]
role-label: துணை அமைப்பாளர்கள் :	[426, 280, 543, 291]
booth-entry	[427, 1298, 756, 1312]
member-listing	[427, 662, 756, 690]
booth-number: பாகம் – 212 :	[788, 1747, 849, 1759]
booth-entry	[65, 1234, 394, 1249]
booth-entry	[1150, 785, 1479, 800]
member-listing	[1150, 1028, 1479, 1056]
spacer	[65, 1298, 394, 1341]
member-details: (1) மா.வேல்முருகன், விநாயகர் கோயில் தெரு, டி.அத்திப்பாக்கம், திருக்கோவிலூர், விழுப்புரம். (2) ஏ.ஐயப்பன், பிரதான சாலை, டி.அத்திப்பாக்கம், திருக்கோவிலூர், விழுப்புரம். (3) ஏ.குமார், குளத்துத் தெரு, டி.அத்திப்பாக்கம், திருக்கோவிலூர், விழுப்புரம்.	[1149, 931, 1478, 985]
booth-subheading: பாக அமைப்பாளர்கள் :	[174, 483, 285, 496]
booth-entry	[788, 1333, 1117, 1347]
booth-person: ராஜதுரை, பிரதான சாலை, டி.எடையார்.	[857, 1333, 1027, 1345]
member-details: ந.அரிசேஷ், 2/7, இளந்துரை, திருவெண்ணெய்நல்லூர், விழுப்புரம்.	[1149, 214, 1478, 239]
member-details: ஆ.ஜசக் எட்வர்டு, திருவண்ணாமலை பிரதான சாலை, டி.அத்திப்பாக்கம், திருக்கோவிலூர், விழுப்புரம்.	[1149, 1151, 1478, 1176]
member-details: வைப்ரசன்னா, 5/23, சிறுமதுரை, திருவெண்ணெய்நல்லூர், விழுப்புரம்.	[65, 1920, 394, 1945]
booth-person: அய்யனார், வடக்குத் தெரு, டி.கொணலவாடி.	[857, 1747, 1050, 1759]
